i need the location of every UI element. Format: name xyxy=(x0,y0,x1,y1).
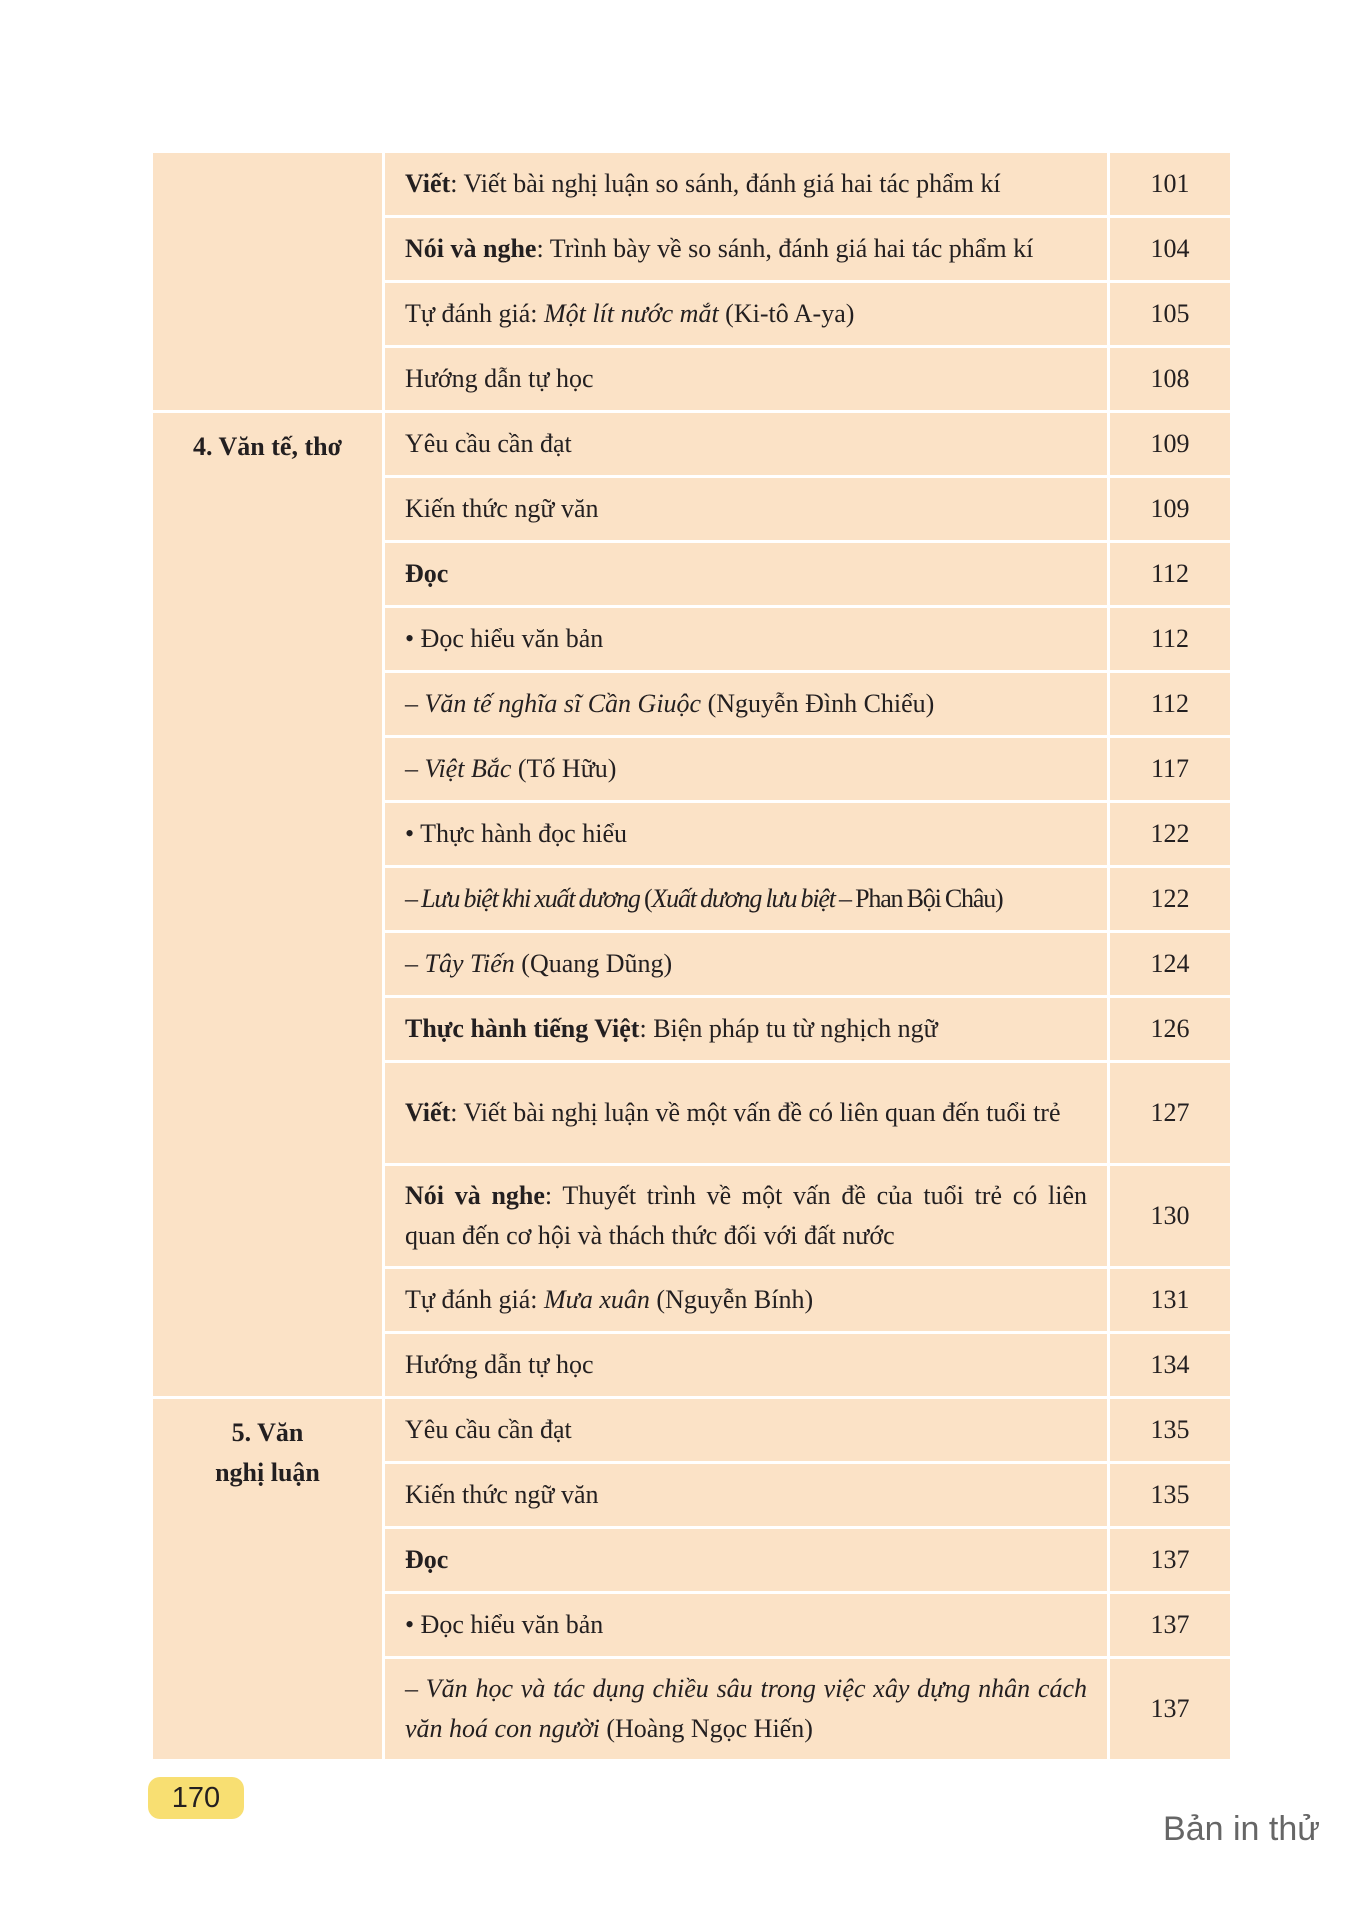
page-ref: 112 xyxy=(1109,607,1232,672)
toc-entry: Kiến thức ngữ văn xyxy=(384,1463,1109,1528)
toc-entry: Tự đánh giá: Một lít nước mắt (Ki-tô A-ya) xyxy=(384,282,1109,347)
toc-entry: Kiến thức ngữ văn xyxy=(384,477,1109,542)
page-ref: 134 xyxy=(1109,1333,1232,1398)
toc-entry: • Thực hành đọc hiểu xyxy=(384,802,1109,867)
unit-name-line: 4. Văn tế, thơ xyxy=(193,432,342,461)
toc-entry: Nói và nghe: Thuyết trình về một vấn đề của tuổi trẻ có liên quan đến cơ hội và thách thức đối với đất nước xyxy=(384,1165,1109,1268)
page-ref: 122 xyxy=(1109,867,1232,932)
page-ref: 108 xyxy=(1109,347,1232,412)
table-row xyxy=(152,412,1232,477)
page-ref: 127 xyxy=(1109,1062,1232,1165)
page-ref: 135 xyxy=(1109,1463,1232,1528)
page-number-badge: 170 xyxy=(148,1777,244,1819)
page-ref: 101 xyxy=(1109,152,1232,217)
toc-entry: Yêu cầu cần đạt xyxy=(384,412,1109,477)
page-ref: 112 xyxy=(1109,672,1232,737)
page-ref: 112 xyxy=(1109,542,1232,607)
unit-cell xyxy=(152,152,384,412)
toc-entry: Hướng dẫn tự học xyxy=(384,1333,1109,1398)
page-ref: 126 xyxy=(1109,997,1232,1062)
page-ref: 130 xyxy=(1109,1165,1232,1268)
toc-entry: Tự đánh giá: Mưa xuân (Nguyễn Bính) xyxy=(384,1268,1109,1333)
toc-entry: • Đọc hiểu văn bản xyxy=(384,607,1109,672)
page-ref: 105 xyxy=(1109,282,1232,347)
page-ref: 109 xyxy=(1109,412,1232,477)
unit-cell xyxy=(152,1398,384,1761)
toc-entry: Hướng dẫn tự học xyxy=(384,347,1109,412)
toc-entry: – Văn học và tác dụng chiều sâu trong việc xây dựng nhân cách văn hoá con người (Hoàng Ngọc Hiến) xyxy=(384,1658,1109,1761)
toc-entry: – Tây Tiến (Quang Dũng) xyxy=(384,932,1109,997)
toc-entry: Yêu cầu cần đạt xyxy=(384,1398,1109,1463)
page-ref: 104 xyxy=(1109,217,1232,282)
toc-entry: Thực hành tiếng Việt: Biện pháp tu từ nghịch ngữ xyxy=(384,997,1109,1062)
toc-entry: Viết: Viết bài nghị luận so sánh, đánh giá hai tác phẩm kí xyxy=(384,152,1109,217)
unit-name-line: 5. Văn xyxy=(231,1418,304,1447)
table-row xyxy=(152,152,1232,217)
unit-cell xyxy=(152,412,384,1398)
toc-entry: Đọc xyxy=(384,1528,1109,1593)
toc-entry: Đọc xyxy=(384,542,1109,607)
toc-entry: Viết: Viết bài nghị luận về một vấn đề có liên quan đến tuổi trẻ xyxy=(384,1062,1109,1165)
toc-entry: • Đọc hiểu văn bản xyxy=(384,1593,1109,1658)
table-row xyxy=(152,1398,1232,1463)
toc-entry: – Văn tế nghĩa sĩ Cần Giuộc (Nguyễn Đình Chiểu) xyxy=(384,672,1109,737)
page-ref: 124 xyxy=(1109,932,1232,997)
table-of-contents xyxy=(150,150,1233,1762)
unit-name-line: nghị luận xyxy=(215,1458,320,1487)
page-ref: 117 xyxy=(1109,737,1232,802)
toc-entry: – Việt Bắc (Tố Hữu) xyxy=(384,737,1109,802)
page-ref: 137 xyxy=(1109,1528,1232,1593)
page-ref: 131 xyxy=(1109,1268,1232,1333)
toc-entry: – Lưu biệt khi xuất dương (Xuất dương lưu biệt – Phan Bội Châu) xyxy=(384,867,1109,932)
proof-label: Bản in thử xyxy=(1163,1810,1320,1848)
toc-entry: Nói và nghe: Trình bày về so sánh, đánh giá hai tác phẩm kí xyxy=(384,217,1109,282)
page-ref: 137 xyxy=(1109,1658,1232,1761)
page-ref: 137 xyxy=(1109,1593,1232,1658)
page-ref: 109 xyxy=(1109,477,1232,542)
page-ref: 135 xyxy=(1109,1398,1232,1463)
page-ref: 122 xyxy=(1109,802,1232,867)
